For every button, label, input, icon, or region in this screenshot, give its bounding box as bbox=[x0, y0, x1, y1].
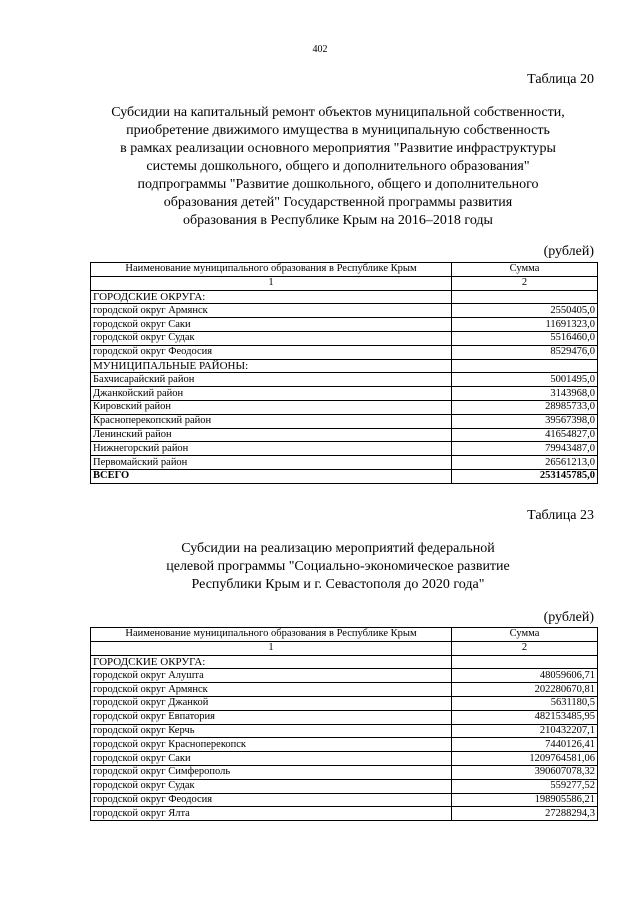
table-23 bbox=[90, 627, 598, 821]
table-row bbox=[91, 710, 598, 724]
title-line: приобретение движимого имущества в муниципальную собственность bbox=[126, 123, 550, 138]
municipality-name-cell: ГОРОДСКИЕ ОКРУГА: bbox=[91, 290, 452, 304]
amount-cell bbox=[452, 359, 598, 373]
table-row bbox=[91, 765, 598, 779]
table-20-title bbox=[40, 104, 636, 230]
table-20-label: Таблица 20 bbox=[527, 72, 594, 87]
amount-cell: 39567398,0 bbox=[452, 414, 598, 428]
table-row bbox=[91, 304, 598, 318]
municipality-name-cell: Первомайский район bbox=[91, 456, 452, 470]
title-line: в рамках реализации основного мероприятия "Развитие инфраструктуры bbox=[120, 141, 556, 156]
header-name-cell: Наименование муниципального образования в Республике Крым bbox=[91, 628, 452, 642]
amount-cell: 1209764581,06 bbox=[452, 752, 598, 766]
title-line: образования в Республике Крым на 2016–2018 годы bbox=[183, 213, 493, 228]
amount-cell: 482153485,95 bbox=[452, 710, 598, 724]
municipality-name-cell: городской округ Саки bbox=[91, 752, 452, 766]
title-line: Субсидии на капитальный ремонт объектов муниципальной собственности, bbox=[111, 105, 565, 120]
amount-cell: 202280670,81 bbox=[452, 683, 598, 697]
amount-cell: 3143968,0 bbox=[452, 387, 598, 401]
table-row bbox=[91, 331, 598, 345]
amount-cell: 5516460,0 bbox=[452, 331, 598, 345]
municipality-name-cell: городской округ Судак bbox=[91, 331, 452, 345]
header-amount-cell: Сумма bbox=[452, 628, 598, 642]
column-number-cell: 2 bbox=[452, 276, 598, 290]
table-row bbox=[91, 456, 598, 470]
municipality-name-cell: ГОРОДСКИЕ ОКРУГА: bbox=[91, 655, 452, 669]
amount-cell: 7440126,41 bbox=[452, 738, 598, 752]
amount-cell: 253145785,0 bbox=[452, 469, 598, 483]
table-row bbox=[91, 752, 598, 766]
municipality-name-cell: городской округ Алушта bbox=[91, 669, 452, 683]
table-23-unit: (рублей) bbox=[543, 610, 594, 625]
amount-cell: 41654827,0 bbox=[452, 428, 598, 442]
amount-cell bbox=[452, 655, 598, 669]
table-23-label: Таблица 23 bbox=[527, 508, 594, 523]
header-amount-cell: Сумма bbox=[452, 263, 598, 277]
section-row bbox=[91, 290, 598, 304]
table-row bbox=[91, 779, 598, 793]
total-row bbox=[91, 469, 598, 483]
amount-cell: 28985733,0 bbox=[452, 400, 598, 414]
municipality-name-cell: Бахчисарайский район bbox=[91, 373, 452, 387]
municipality-name-cell: городской округ Красноперекопск bbox=[91, 738, 452, 752]
amount-cell: 8529476,0 bbox=[452, 345, 598, 359]
municipality-name-cell: городской округ Саки bbox=[91, 318, 452, 332]
amount-cell: 210432207,1 bbox=[452, 724, 598, 738]
amount-cell: 390607078,32 bbox=[452, 765, 598, 779]
municipality-name-cell: городской округ Феодосия bbox=[91, 793, 452, 807]
municipality-name-cell: городской округ Джанкой bbox=[91, 696, 452, 710]
table-23-title bbox=[40, 540, 636, 594]
municipality-name-cell: городской округ Симферополь bbox=[91, 765, 452, 779]
municipality-name-cell: городской округ Ялта bbox=[91, 807, 452, 821]
table-row bbox=[91, 442, 598, 456]
column-number-cell: 1 bbox=[91, 276, 452, 290]
municipality-name-cell: городской округ Феодосия bbox=[91, 345, 452, 359]
amount-cell bbox=[452, 290, 598, 304]
table-header-row bbox=[91, 263, 598, 277]
table-row bbox=[91, 807, 598, 821]
municipality-name-cell: Ленинский район bbox=[91, 428, 452, 442]
table-row bbox=[91, 387, 598, 401]
amount-cell: 5001495,0 bbox=[452, 373, 598, 387]
title-line: системы дошкольного, общего и дополнительного образования" bbox=[146, 159, 530, 174]
amount-cell: 11691323,0 bbox=[452, 318, 598, 332]
table-row bbox=[91, 724, 598, 738]
municipality-name-cell: городской округ Армянск bbox=[91, 304, 452, 318]
amount-cell: 5631180,5 bbox=[452, 696, 598, 710]
title-line: целевой программы "Социально-экономическое развитие bbox=[166, 559, 510, 574]
section-row bbox=[91, 359, 598, 373]
title-line: подпрограммы "Развитие дошкольного, общего и дополнительного bbox=[137, 177, 539, 192]
table-header-row bbox=[91, 628, 598, 642]
column-number-row bbox=[91, 641, 598, 655]
municipality-name-cell: городской округ Армянск bbox=[91, 683, 452, 697]
table-row bbox=[91, 345, 598, 359]
title-line: Субсидии на реализацию мероприятий федеральной bbox=[181, 541, 495, 556]
municipality-name-cell: городской округ Евпатория bbox=[91, 710, 452, 724]
amount-cell: 79943487,0 bbox=[452, 442, 598, 456]
municipality-name-cell: городской округ Керчь bbox=[91, 724, 452, 738]
municipality-name-cell: МУНИЦИПАЛЬНЫЕ РАЙОНЫ: bbox=[91, 359, 452, 373]
title-line: Республики Крым и г. Севастополя до 2020 года" bbox=[191, 577, 485, 592]
amount-cell: 27288294,3 bbox=[452, 807, 598, 821]
table-row bbox=[91, 793, 598, 807]
table-row bbox=[91, 683, 598, 697]
table-20 bbox=[90, 262, 598, 484]
column-number-row bbox=[91, 276, 598, 290]
municipality-name-cell: Красноперекопский район bbox=[91, 414, 452, 428]
table-row bbox=[91, 738, 598, 752]
table-row bbox=[91, 400, 598, 414]
table-row bbox=[91, 696, 598, 710]
amount-cell: 2550405,0 bbox=[452, 304, 598, 318]
municipality-name-cell: городской округ Судак bbox=[91, 779, 452, 793]
section-row bbox=[91, 655, 598, 669]
municipality-name-cell: Кировский район bbox=[91, 400, 452, 414]
table-row bbox=[91, 373, 598, 387]
amount-cell: 48059606,71 bbox=[452, 669, 598, 683]
column-number-cell: 2 bbox=[452, 641, 598, 655]
table-row bbox=[91, 318, 598, 332]
municipality-name-cell: ВСЕГО bbox=[91, 469, 452, 483]
title-line: образования детей" Государственной программы развития bbox=[163, 195, 513, 210]
header-name-cell: Наименование муниципального образования в Республике Крым bbox=[91, 263, 452, 277]
municipality-name-cell: Нижнегорский район bbox=[91, 442, 452, 456]
amount-cell: 26561213,0 bbox=[452, 456, 598, 470]
column-number-cell: 1 bbox=[91, 641, 452, 655]
amount-cell: 198905586,21 bbox=[452, 793, 598, 807]
table-20-unit: (рублей) bbox=[543, 244, 594, 259]
page-number: 402 bbox=[312, 44, 328, 55]
municipality-name-cell: Джанкойский район bbox=[91, 387, 452, 401]
amount-cell: 559277,52 bbox=[452, 779, 598, 793]
table-row bbox=[91, 428, 598, 442]
table-row bbox=[91, 669, 598, 683]
table-row bbox=[91, 414, 598, 428]
